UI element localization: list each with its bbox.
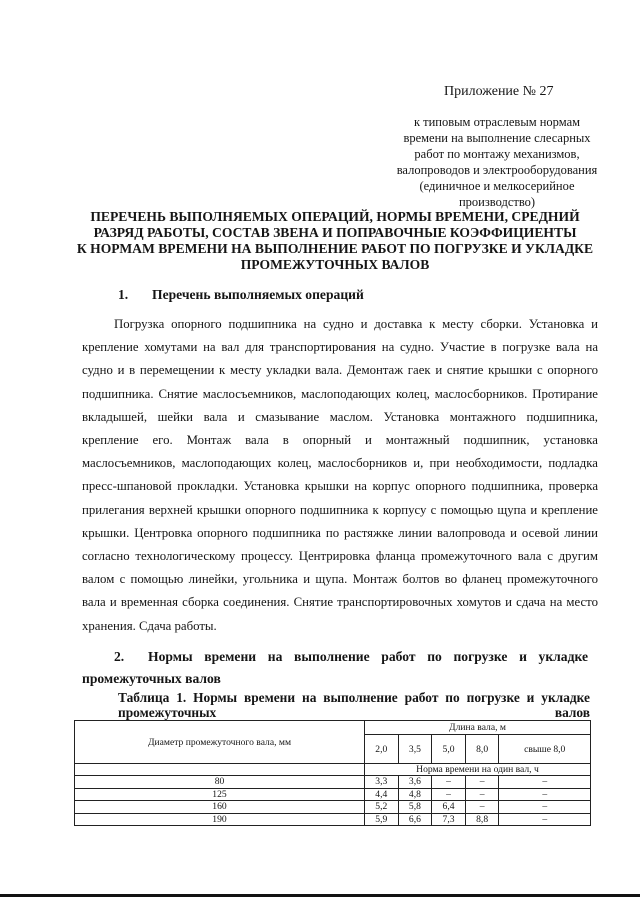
col-header-diameter: Диаметр промежуточного вала, мм (75, 721, 365, 764)
cell-norm: 5,9 (365, 813, 399, 826)
cell-norm: 6,4 (432, 801, 466, 814)
cell-norm: – (499, 776, 591, 789)
cell-norm: 5,2 (365, 801, 399, 814)
col-header-length-value: свыше 8,0 (499, 735, 591, 764)
cell-norm: – (432, 776, 466, 789)
col-header-length-value: 3,5 (398, 735, 432, 764)
norm-unit-spacer (75, 764, 365, 776)
col-header-length: Длина вала, м (365, 721, 591, 735)
section-1-number: 1. (118, 287, 129, 302)
col-header-length-value: 2,0 (365, 735, 399, 764)
cell-norm: – (465, 776, 499, 789)
table-caption-label: Таблица 1. (118, 690, 187, 705)
cell-norm: 5,8 (398, 801, 432, 814)
title-line: РАЗРЯД РАБОТЫ, СОСТАВ ЗВЕНА И ПОПРАВОЧНЫЕ КОЭФФИЦИЕНТЫ (93, 225, 577, 240)
document-title (70, 209, 600, 273)
section-2-number: 2. (114, 649, 125, 664)
title-line: ПРОМЕЖУТОЧНЫХ ВАЛОВ (240, 257, 430, 272)
title-line: К НОРМАМ ВРЕМЕНИ НА ВЫПОЛНЕНИЕ РАБОТ ПО ПОГРУЗКЕ И УКЛАДКЕ (76, 241, 594, 256)
cell-norm: – (465, 801, 499, 814)
section-2-heading (82, 646, 588, 690)
norms-table (74, 720, 591, 826)
cell-norm: 3,3 (365, 776, 399, 789)
cell-diameter: 160 (75, 801, 365, 814)
table-caption (74, 690, 590, 720)
cell-norm: 4,8 (398, 788, 432, 801)
cell-diameter: 190 (75, 813, 365, 826)
appendix-header (392, 84, 602, 210)
scan-edge-divider (0, 894, 640, 897)
cell-norm: – (499, 801, 591, 814)
cell-norm: 4,4 (365, 788, 399, 801)
cell-norm: 8,8 (465, 813, 499, 826)
table-row (75, 788, 591, 801)
col-header-length-value: 8,0 (465, 735, 499, 764)
appendix-line: к типовым отраслевым нормам (413, 115, 581, 129)
col-header-length-value: 5,0 (432, 735, 466, 764)
title-line: ПЕРЕЧЕНЬ ВЫПОЛНЯЕМЫХ ОПЕРАЦИЙ, НОРМЫ ВРЕМЕНИ, СРЕДНИЙ (90, 209, 580, 224)
cell-norm: 6,6 (398, 813, 432, 826)
appendix-line: производство) (458, 195, 536, 209)
cell-norm: – (499, 788, 591, 801)
appendix-line: (единичное и мелкосерийное (419, 179, 575, 193)
appendix-line: валопроводов и электрооборудования (396, 163, 598, 177)
table-caption-text: Нормы времени на выполнение работ по погрузке и укладке промежуточных валов (118, 690, 590, 720)
appendix-number: Приложение № 27 (444, 84, 554, 99)
appendix-line: работ по монтажу механизмов, (414, 147, 580, 161)
cell-norm: 3,6 (398, 776, 432, 789)
cell-norm: – (499, 813, 591, 826)
cell-norm: 7,3 (432, 813, 466, 826)
cell-norm: – (465, 788, 499, 801)
section-1-title: Перечень выполняемых операций (152, 287, 364, 302)
section-1-text: Погрузка опорного подшипника на судно и доставка к месту сборки. Установка и крепление хомутами на вал для транспортирования на судно. Участие в погрузке вала на судно и в перемещении к месту укладки вала. Демонтаж гаек и снятие крышки с опорного подшипника. Снятие маслосъемников, маслоподающих колец, маслосборников. Протирание вкладышей, шейки вала и смазывание маслом. Установка монтажного подшипника, крепление его. Монтаж вала в опорный и монтажный подшипник, установка маслосъемников, маслоподающих колец, маслосборников и, при необходимости, подладка пресс-шпановой прокладки. Установка крышки на корпус опорного подшипника, проверка прилегания верхней крышки опорного подшипника к корпусу с помощью щупа и крепление крышки. Центровка опорного подшипника по растяжке линии валопровода и осевой линии согласно технологическому процессу. Центрировка фланца промежуточного вала с другим валом с помощью линейки, угольника и щупа. Монтаж болтов во фланец промежуточного вала и временная сборка соединения. Снятие транспортировочных хомутов и сдача на место хранения. Сдача работы. (82, 317, 598, 633)
cell-diameter: 80 (75, 776, 365, 789)
section-1-heading (118, 287, 364, 303)
table-row (75, 813, 591, 826)
appendix-line: времени на выполнение слесарных (403, 131, 591, 145)
cell-diameter: 125 (75, 788, 365, 801)
table-row (75, 801, 591, 814)
norm-unit-header: Норма времени на один вал, ч (365, 764, 591, 776)
cell-norm: – (432, 788, 466, 801)
section-2-title: Нормы времени на выполнение работ по погрузке и укладке промежуточных валов (82, 649, 588, 686)
table-row (75, 776, 591, 789)
